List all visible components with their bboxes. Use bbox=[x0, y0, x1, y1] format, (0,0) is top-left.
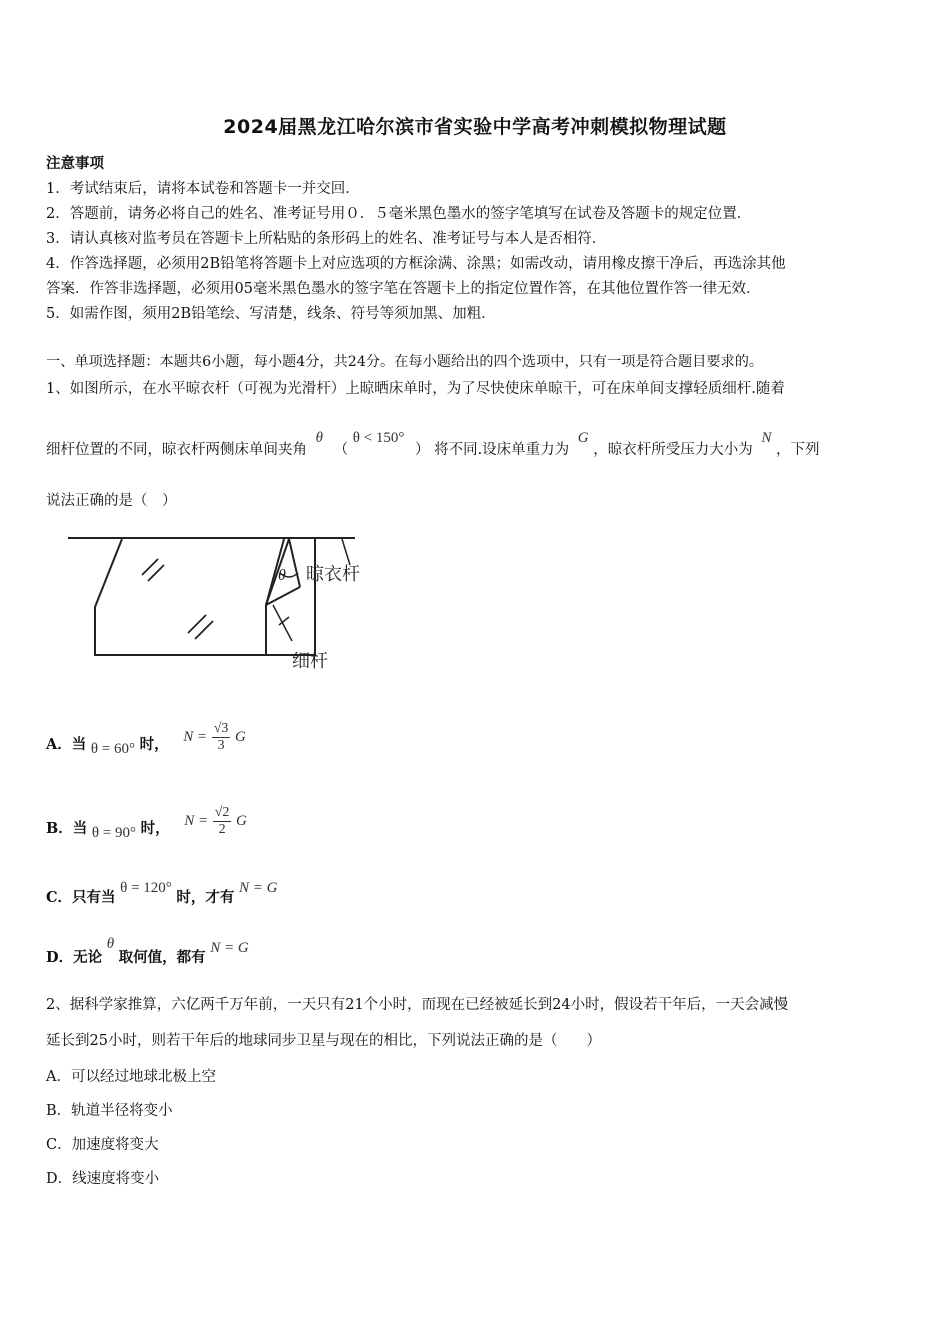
notice-heading: 注意事项 bbox=[46, 155, 104, 172]
notice-item: 3．请认真核对监考员在答题卡上所粘贴的条形码上的姓名、准考证号与本人是否相符． bbox=[46, 231, 607, 247]
q2-line2: 延长到25小时，则若干年后的地球同步卫星与现在的相比，下列说法正确的是（ ） bbox=[46, 1033, 601, 1049]
gravity-symbol: G bbox=[577, 430, 589, 446]
q1-text: ，晾衣杆所受压力大小为 bbox=[593, 442, 753, 458]
page-title: 2024届黑龙江哈尔滨市省实验中学高考冲刺模拟物理试题 bbox=[223, 116, 727, 138]
q1-text: 细杆位置的不同，晾衣杆两侧床单间夹角 bbox=[46, 442, 307, 458]
option-label: B．当 bbox=[46, 820, 88, 837]
q1-option-c[interactable] bbox=[46, 880, 278, 907]
bedsheet-figure bbox=[60, 525, 390, 675]
q1-line1: 1、如图所示，在水平晾衣杆（可视为光滑杆）上晾晒床单时，为了尽快使床单晾干，可在床单间支撑轻质细杆.随着 bbox=[46, 381, 785, 397]
fraction-denominator: 3 bbox=[217, 737, 225, 753]
theta-symbol: θ bbox=[315, 430, 323, 446]
q1-option-a[interactable] bbox=[46, 720, 246, 770]
option-text: 时，才有 bbox=[176, 889, 235, 906]
pole-label: 晾衣杆 bbox=[306, 564, 360, 585]
notice-item: 答案．作答非选择题，必须用05毫米黑色墨水的签字笔在答题卡上的指定位置作答，在其他位置作答一律无效． bbox=[46, 281, 761, 297]
q1-text: ，下列 bbox=[775, 442, 820, 458]
option-label: A．当 bbox=[46, 736, 87, 753]
q1-line3: 说法正确的是（ ） bbox=[46, 493, 177, 509]
notice-item: 1．考试结束后，请将本试卷和答题卡一并交回． bbox=[46, 181, 360, 197]
section-heading: 一、单项选择题：本题共6小题，每小题4分，共24分。在每小题给出的四个选项中，只有一项是符合题目要求的。 bbox=[46, 354, 764, 370]
q1-text: 将不同.设床单重力为 bbox=[434, 442, 570, 458]
q1-line2 bbox=[46, 430, 820, 459]
option-lhs: N = bbox=[184, 813, 209, 829]
q1-option-b[interactable] bbox=[46, 804, 247, 854]
fraction-denominator: 2 bbox=[218, 821, 226, 837]
notice-item: 2．答题前，请务必将自己的姓名、准考证号用０．５毫米黑色墨水的签字笔填写在试卷及答题卡的规定位置． bbox=[46, 206, 752, 222]
option-condition: θ = 90° bbox=[91, 825, 137, 841]
rod-line bbox=[289, 539, 300, 587]
option-rhs: G bbox=[236, 813, 247, 829]
option-label: D．无论 bbox=[46, 949, 103, 966]
theta-symbol: θ bbox=[106, 936, 115, 952]
q2-option-c[interactable]: C．加速度将变大 bbox=[46, 1137, 159, 1153]
paren: ） bbox=[414, 442, 430, 458]
q2-option-d[interactable]: D．线速度将变小 bbox=[46, 1171, 160, 1187]
rod-label: 细杆 bbox=[292, 651, 328, 672]
option-equation: N = G bbox=[210, 940, 249, 956]
fraction bbox=[212, 721, 231, 754]
force-symbol: N bbox=[761, 430, 772, 446]
fraction-numerator: √2 bbox=[214, 804, 230, 820]
fraction bbox=[213, 805, 232, 838]
q2-line1: 2、据科学家推算，六亿两千万年前，一天只有21个小时，而现在已经被延长到24小时，假设若干年后，一天会减慢 bbox=[46, 997, 789, 1013]
option-rhs: G bbox=[235, 729, 246, 745]
paren: （ bbox=[333, 442, 349, 458]
option-text: 时， bbox=[140, 820, 170, 837]
notice-item: 4．作答选择题，必须用2B铅笔将答题卡上对应选项的方框涂满、涂黑；如需改动，请用橡皮擦干净后，再选涂其他 bbox=[46, 256, 786, 272]
option-text: 时， bbox=[139, 736, 169, 753]
fraction-numerator: √3 bbox=[213, 720, 229, 736]
q2-option-b[interactable]: B．轨道半径将变小 bbox=[46, 1103, 173, 1119]
theta-label: θ bbox=[278, 567, 286, 584]
option-condition: θ = 60° bbox=[90, 741, 136, 757]
q1-option-d[interactable] bbox=[46, 936, 249, 967]
option-text: 取何值，都有 bbox=[118, 949, 206, 966]
option-label: C．只有当 bbox=[46, 889, 116, 906]
option-lhs: N = bbox=[183, 729, 208, 745]
q2-option-a[interactable]: A．可以经过地球北极上空 bbox=[46, 1069, 216, 1085]
option-condition: θ = 120° bbox=[120, 880, 172, 896]
angle-condition: θ < 150° bbox=[352, 430, 405, 446]
option-equation: N = G bbox=[239, 880, 278, 896]
notice-item: 5．如需作图，须用2B铅笔绘、写清楚，线条、符号等须加黑、加粗． bbox=[46, 306, 496, 322]
